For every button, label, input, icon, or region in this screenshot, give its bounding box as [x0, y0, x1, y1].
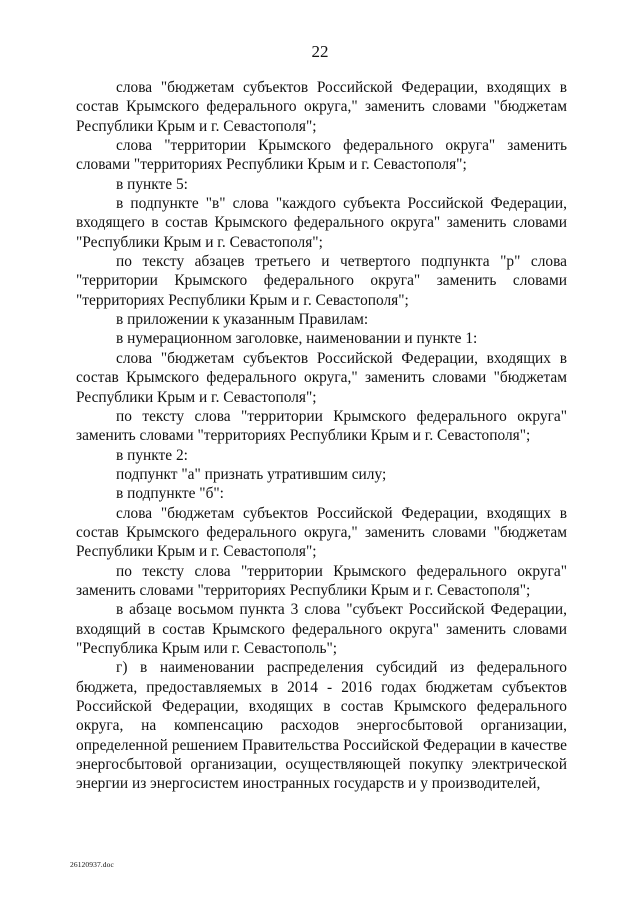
paragraph: слова "территории Крымского федерального округа" заменить словами "территориях Республики Крым и г. Севастополя";: [76, 137, 567, 174]
paragraph: слова "бюджетам субъектов Российской Федерации, входящих в состав Крымского федерального округа," заменить словами "бюджетам Республики Крым и г. Севастополя";: [76, 349, 567, 406]
paragraph: в подпункте "б":: [116, 485, 224, 503]
paragraph: слова "бюджетам субъектов Российской Федерации, входящих в состав Крымского федерального округа," заменить словами "бюджетам Республики Крым и г. Севастополя";: [76, 79, 567, 135]
paragraph: в подпункте "в" слова "каждого субъекта Российской Федерации, входящего в состав Крымского федерального округа" заменить словами "Республики Крым и г. Севастополя";: [76, 195, 567, 251]
paragraph: в пункте 2:: [116, 446, 188, 464]
file-reference: 26120937.doc: [70, 860, 114, 869]
page-number: 22: [311, 42, 329, 61]
paragraph: слова "бюджетам субъектов Российской Федерации, входящих в состав Крымского федерального округа," заменить словами "бюджетам Республики Крым и г. Севастополя";: [76, 504, 567, 561]
paragraph: по тексту абзацев третьего и четвертого подпункта "р" слова "территории Крымского федерального округа" заменить словами "территориях Республики Крым и г. Севастополя";: [76, 253, 567, 309]
paragraph: в нумерационном заголовке, наименовании и пункте 1:: [116, 330, 478, 348]
paragraph: по тексту слова "территории Крымского федерального округа" заменить словами "территориях Республики Крым и г. Севастополя";: [76, 407, 567, 445]
paragraph: в пункте 5:: [116, 175, 188, 193]
paragraph: по тексту слова "территории Крымского федерального округа" заменить словами "территориях Республики Крым и г. Севастополя";: [76, 562, 567, 599]
body-text: [76, 78, 567, 794]
paragraph: г) в наименовании распределения субсидий из федерального бюджета, предоставляемых в 2014 - 2016 годах бюджетам субъектов Российской Федерации, входящих в состав Крымского федерального округа, на компенсацию расходов энергосбытовой организации, определенной решением Правительства Российской Федерации в качестве энергосбытовой организации, осуществляющей покупку электрической энергии из энергосистем иностранных государств и у производителей,: [76, 659, 567, 793]
paragraph: в приложении к указанным Правилам:: [116, 311, 369, 329]
paragraph: подпункт "а" признать утратившим силу;: [116, 465, 387, 483]
paragraph: в абзаце восьмом пункта 3 слова "субъект Российской Федерации, входящий в состав Крымского федерального округа" заменить словами "Республика Крым или г. Севастополь";: [76, 601, 567, 657]
